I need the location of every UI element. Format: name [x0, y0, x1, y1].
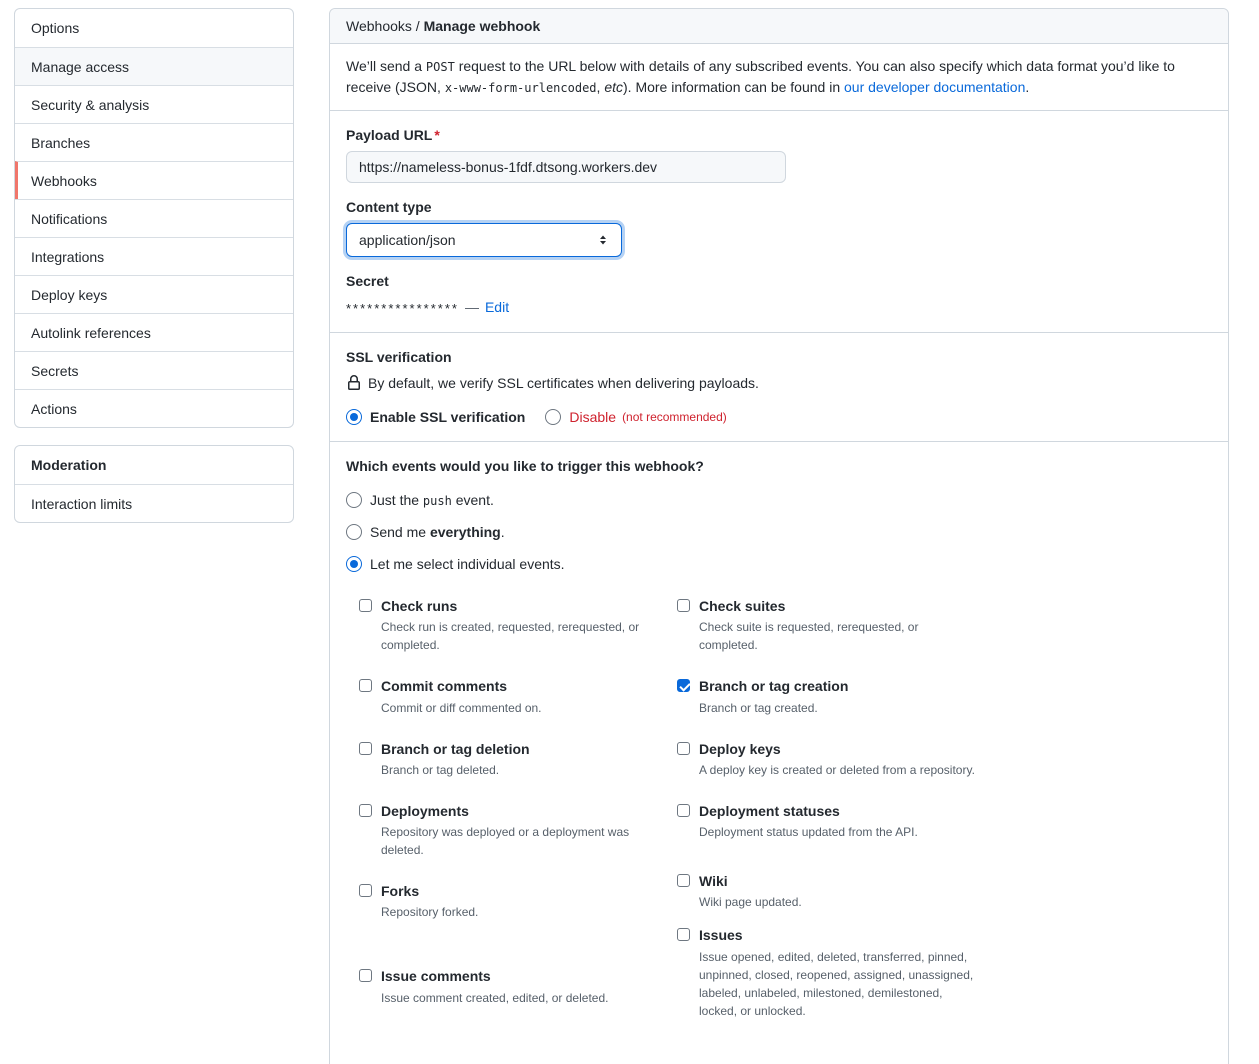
- event-description: Deployment status updated from the API.: [699, 825, 918, 840]
- sidebar-item-autolink-references[interactable]: [15, 313, 293, 351]
- moderation-nav: [14, 445, 294, 523]
- event-deployment-statuses[interactable]: [677, 801, 977, 841]
- checkbox[interactable]: [677, 874, 690, 887]
- event-deployments[interactable]: [359, 801, 659, 859]
- sidebar-item-manage-access[interactable]: [15, 47, 293, 85]
- event-branch-tag-creation[interactable]: [677, 676, 977, 716]
- sidebar-item-options[interactable]: [15, 9, 293, 47]
- just-push-label: Just the push event.: [370, 492, 494, 508]
- ssl-note: [346, 375, 1212, 391]
- ssl-note-text: By default, we verify SSL certificates when delivering payloads.: [368, 375, 759, 391]
- secret-masked-value: ****************: [346, 301, 459, 316]
- checkbox[interactable]: [677, 742, 690, 755]
- event-description: Branch or tag created.: [699, 700, 818, 715]
- sidebar-item-label: Interaction limits: [31, 495, 133, 512]
- payload-url-label-text: Payload URL: [346, 127, 433, 143]
- content-type-select[interactable]: [346, 223, 622, 257]
- checkbox[interactable]: [359, 742, 372, 755]
- events-checkbox-grid: [359, 596, 1212, 1042]
- webhook-settings-panel: [329, 8, 1229, 1064]
- radio-button[interactable]: [346, 492, 362, 508]
- secret-edit-link[interactable]: Edit: [484, 298, 510, 315]
- push-code: push: [422, 494, 452, 508]
- sidebar-item-label: Deploy keys: [31, 286, 108, 303]
- events-question: Which events would you like to trigger this webhook?: [346, 458, 704, 474]
- event-description: Issue comment created, edited, or deleted.: [381, 990, 609, 1005]
- event-title: Deploy keys: [699, 740, 781, 757]
- event-title: Check runs: [381, 598, 458, 614]
- content-type-label: Content type: [346, 199, 432, 215]
- event-description: A deploy key is created or deleted from a repository.: [699, 762, 975, 777]
- sidebar-item-integrations[interactable]: [15, 237, 293, 275]
- breadcrumb-webhooks-link[interactable]: Webhooks: [346, 18, 412, 34]
- just-push-radio-option[interactable]: [346, 492, 1212, 508]
- event-deploy-keys[interactable]: [677, 739, 977, 779]
- description-text: ). More information can be found in: [623, 79, 845, 95]
- sidebar-item-actions[interactable]: [15, 389, 293, 427]
- secret-row: [346, 297, 1212, 316]
- payload-url-label: [346, 127, 1212, 143]
- page-title: Manage webhook: [423, 18, 541, 34]
- ssl-verification-section: [330, 333, 1228, 441]
- sidebar-item-secrets[interactable]: [15, 351, 293, 389]
- disable-ssl-label: Disable: [569, 409, 617, 425]
- event-description: Check run is created, requested, rerequested, or completed.: [381, 620, 640, 653]
- developer-documentation-link[interactable]: our developer documentation: [844, 79, 1026, 95]
- select-individual-radio-option[interactable]: [346, 556, 1212, 572]
- ssl-section-title: SSL verification: [346, 349, 452, 365]
- sidebar-item-label: Options: [31, 20, 80, 36]
- secret-separator: —: [464, 298, 479, 315]
- sidebar-item-branches[interactable]: [15, 123, 293, 161]
- radio-button[interactable]: [346, 409, 362, 425]
- enable-ssl-label: Enable SSL verification: [370, 409, 526, 425]
- sidebar-item-notifications[interactable]: [15, 199, 293, 237]
- checkbox[interactable]: [359, 599, 372, 612]
- checkbox[interactable]: [359, 804, 372, 817]
- radio-button[interactable]: [346, 524, 362, 540]
- not-recommended-text: (not recommended): [622, 410, 727, 424]
- checkbox[interactable]: [677, 599, 690, 612]
- event-branch-tag-deletion[interactable]: [359, 739, 659, 779]
- event-title: Deployment statuses: [699, 802, 840, 819]
- event-title: Branch or tag creation: [699, 678, 849, 695]
- etc-text: etc: [604, 79, 623, 95]
- event-description: Check suite is requested, rerequested, or completed.: [699, 620, 919, 653]
- payload-url-input[interactable]: [346, 151, 786, 183]
- events-section: [330, 441, 1228, 1058]
- event-check-suites[interactable]: [677, 596, 977, 654]
- sidebar-item-label: Integrations: [31, 248, 105, 265]
- sidebar-item-label: Secrets: [31, 362, 79, 379]
- event-description: Wiki page updated.: [699, 895, 802, 910]
- sidebar-item-interaction-limits[interactable]: [15, 484, 293, 522]
- radio-button[interactable]: [346, 556, 362, 572]
- settings-sidebar: [14, 8, 294, 523]
- checkbox[interactable]: [359, 969, 372, 982]
- secret-label: Secret: [346, 273, 389, 289]
- webhook-form: [330, 111, 1228, 333]
- event-title: Wiki: [699, 873, 728, 890]
- event-commit-comments[interactable]: [359, 676, 659, 716]
- checkbox[interactable]: [677, 804, 690, 817]
- event-description: Commit or diff commented on.: [381, 700, 542, 715]
- moderation-header: [15, 446, 293, 484]
- sidebar-item-security-analysis[interactable]: [15, 85, 293, 123]
- sidebar-item-label: Manage access: [31, 58, 130, 75]
- disable-ssl-radio-option[interactable]: [545, 409, 726, 425]
- breadcrumb-separator: /: [411, 18, 424, 34]
- enable-ssl-radio-option[interactable]: [346, 409, 525, 425]
- events-column-left: [359, 596, 659, 1042]
- events-column-right: [677, 596, 977, 1042]
- event-title: Issue comments: [381, 968, 491, 985]
- sidebar-item-label: Webhooks: [31, 172, 97, 189]
- sidebar-item-deploy-keys[interactable]: [15, 275, 293, 313]
- event-description: Repository was deployed or a deployment was deleted.: [381, 825, 630, 858]
- event-wiki[interactable]: [677, 871, 977, 911]
- event-description: Issue opened, edited, deleted, transferred, pinned, unpinned, closed, reopened, assigned, unassigned, labeled, unlabeled, milestoned, demilestoned, locked, or unlocked.: [699, 949, 974, 1018]
- sidebar-item-webhooks[interactable]: [15, 161, 293, 199]
- checkbox[interactable]: [359, 884, 372, 897]
- urlencoded-code: x-www-form-urlencoded: [444, 81, 597, 95]
- event-title: Commit comments: [381, 678, 508, 695]
- moderation-header-label: Moderation: [31, 457, 107, 473]
- event-title: Forks: [381, 883, 420, 900]
- description-text: We’ll send a: [346, 58, 426, 74]
- select-individual-label: Let me select individual events.: [370, 556, 565, 572]
- description-text: ,: [596, 79, 605, 95]
- event-issue-comments[interactable]: [359, 966, 659, 1006]
- send-everything-radio-option[interactable]: [346, 524, 1212, 540]
- event-check-runs[interactable]: [359, 596, 659, 654]
- radio-button[interactable]: [545, 409, 561, 425]
- settings-nav: [14, 8, 294, 428]
- checkbox[interactable]: [359, 679, 372, 692]
- sidebar-item-label: Security & analysis: [31, 96, 150, 113]
- lock-icon: [346, 375, 362, 391]
- sidebar-item-label: Autolink references: [31, 324, 151, 341]
- sidebar-item-label: Notifications: [31, 210, 108, 227]
- event-forks[interactable]: [359, 881, 659, 921]
- required-asterisk: *: [434, 127, 440, 143]
- event-title: Check suites: [699, 598, 786, 614]
- event-issues[interactable]: [677, 925, 977, 1019]
- content-type-value: application/json: [359, 232, 456, 248]
- ssl-radio-group: [346, 409, 1212, 425]
- event-title: Deployments: [381, 802, 469, 819]
- send-everything-label: Send me everything.: [370, 524, 505, 540]
- event-description: Repository forked.: [381, 905, 479, 920]
- select-caret-icon: [595, 232, 611, 248]
- event-title: Branch or tag deletion: [381, 740, 530, 757]
- webhook-description: [330, 44, 1228, 111]
- sidebar-item-label: Actions: [31, 400, 77, 417]
- description-text: request to the URL below with details of any subscribed events. You can also specify which data format you’d like to receive (JSON,: [346, 58, 1175, 95]
- description-text: .: [1025, 79, 1030, 95]
- event-title: Issues: [699, 927, 743, 944]
- event-description: Branch or tag deleted.: [381, 762, 500, 777]
- breadcrumb: [330, 9, 1228, 44]
- post-code: POST: [425, 60, 455, 74]
- sidebar-item-label: Branches: [31, 134, 91, 151]
- checkbox[interactable]: [677, 928, 690, 941]
- checkbox[interactable]: [677, 679, 690, 692]
